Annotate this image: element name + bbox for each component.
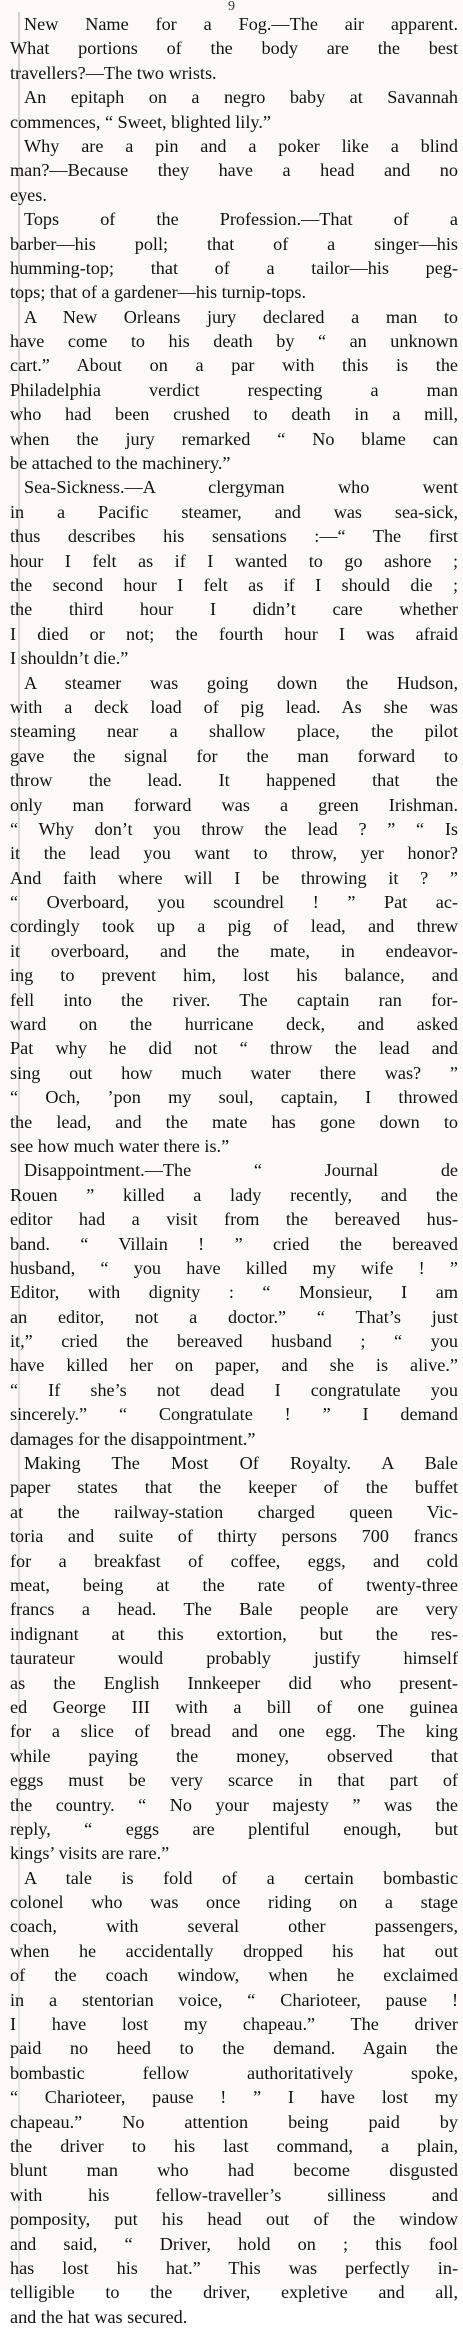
text-line: coach, with several other passengers, (10, 1916, 458, 1937)
text-line: ward on the hurricane deck, and asked (10, 1014, 458, 1035)
text-line: francs a head. The Bale people are very (10, 1599, 458, 1620)
text-line: telligible to the driver, expletive and all, (10, 2282, 458, 2303)
text-line: bombastic fellow authoritatively spoke, (10, 2062, 458, 2083)
text-line: Pat why he did not “ throw the lead and (10, 1038, 458, 1059)
text-line: of the coach window, when he exclaimed (10, 1965, 458, 1986)
paragraph (10, 85, 458, 134)
text-line: “ Charioteer, pause ! ” I have lost my (10, 2087, 458, 2108)
text-line: Making The Most Of Royalty. A Bale (24, 1453, 458, 1474)
text-line: an editor, not a doctor.” “ That’s just (10, 1306, 458, 1327)
text-line: blunt man who had become disgusted (10, 2160, 458, 2181)
text-line: has lost his hat.” This was perfectly in- (10, 2257, 458, 2278)
text-line: What portions of the body are the best (10, 38, 458, 59)
text-line: throw the lead. It happened that the (10, 770, 458, 791)
text-line: fell into the river. The captain ran for- (10, 989, 458, 1010)
text-line: ing to prevent him, lost his balance, and (10, 965, 458, 986)
text-line: steaming near a shallow place, the pilot (10, 721, 458, 742)
text-line: when the jury remarked “ No blame can (10, 428, 458, 449)
text-line: colonel who was once riding on a stage (10, 1892, 458, 1913)
text-line: “ If she’s not dead I congratulate you (10, 1379, 458, 1400)
paragraph (10, 475, 458, 670)
text-line: eggs must be very scarce in that part of (10, 1770, 458, 1791)
text-line: humming-top; that of a tailor—his peg- (10, 257, 458, 278)
text-line: “ Och, ’pon my soul, captain, I throwed (10, 1087, 458, 1108)
text-line: who had been crushed to death in a mill, (10, 404, 458, 425)
text-line: I died or not; the fourth hour I was afraid (10, 623, 458, 644)
text-line: reply, “ eggs are plentiful enough, but (10, 1818, 458, 1839)
text-line: New Name for a Fog.—The air apparent. (24, 14, 458, 34)
text-line: “ Overboard, you scoundrel ! ” Pat ac- (10, 892, 458, 913)
text-line: the third hour I didn’t care whether (10, 599, 458, 620)
text-line: while paying the money, observed that (10, 1745, 458, 1766)
text-line: Why are a pin and a poker like a blind (24, 135, 458, 156)
text-line: with his fellow-traveller’s silliness and (10, 2184, 458, 2205)
paragraph (10, 207, 458, 305)
text-line: damages for the disappointment.” (10, 1428, 256, 1449)
text-line: And faith where will I be throwing it ? ” (10, 867, 458, 888)
text-line: cordingly took up a pig of lead, and threw (10, 916, 458, 937)
text-line: thus describes his sensations :—“ The first (10, 526, 458, 547)
text-line: it the lead you want to throw, yer honor? (10, 843, 458, 864)
text-line: toria and suite of thirty persons 700 francs (10, 1526, 458, 1547)
paragraph (10, 671, 458, 1159)
text-line: gave the signal for the man forward to (10, 745, 458, 766)
text-line: and said, “ Driver, hold on ; this fool (10, 2233, 458, 2254)
text-line: Tops of the Profession.—That of a (24, 209, 458, 230)
text-line: the second hour I felt as if I should die ; (10, 574, 458, 595)
text-line: A tale is fold of a certain bombastic (24, 1867, 458, 1888)
text-line: be attached to the machinery.” (10, 453, 231, 474)
text-line: pomposity, put his head out of the window (10, 2209, 458, 2230)
text-line: taurateur would probably justify himself (10, 1648, 458, 1669)
text-line: it,” cried the bereaved husband ; “ you (10, 1331, 458, 1352)
text-line: and the hat was secured. (10, 2306, 188, 2327)
text-line: paid no heed to the demand. Again the (10, 2038, 458, 2059)
text-line: I have lost my chapeau.” The driver (10, 2014, 458, 2035)
text-line: Sea-Sickness.—A clergyman who went (24, 477, 458, 498)
text-line: only man forward was a green Irishman. (10, 794, 458, 815)
text-line: “ Why don’t you throw the lead ? ” “ Is (10, 818, 458, 839)
text-line: cart.” About on a par with this is the (10, 355, 458, 376)
text-line: chapeau.” No attention being paid by (10, 2111, 458, 2132)
text-line: I shouldn’t die.” (10, 648, 129, 669)
paragraph (10, 305, 458, 476)
text-line: husband, “ you have killed my wife ! ” (10, 1257, 458, 1278)
text-line: with a deck load of pig lead. As she was (10, 696, 458, 717)
text-line: A steamer was going down the Hudson, (24, 672, 458, 693)
text-line: commences, “ Sweet, blighted lily.” (10, 111, 271, 132)
text-line: see how much water there is.” (10, 1135, 230, 1156)
text-column (10, 12, 458, 2329)
text-line: in a stentorian voice, “ Charioteer, pause ! (10, 1989, 458, 2010)
text-line: as the English Innkeeper did who present- (10, 1672, 458, 1693)
text-line: for a slice of bread and one egg. The king (10, 1721, 458, 1742)
text-line: in a Pacific steamer, and was sea-sick, (10, 501, 458, 522)
text-line: Editor, with dignity : “ Monsieur, I am (10, 1282, 458, 1303)
text-line: the lead, and the mate has gone down to (10, 1111, 458, 1132)
text-line: when he accidentally dropped his hat out (10, 1940, 458, 1961)
text-line: An epitaph on a negro baby at Savannah (24, 87, 458, 108)
text-line: man?—Because they have a head and no (10, 160, 458, 181)
text-line: editor had a visit from the bereaved hus- (10, 1209, 458, 1230)
text-line: A New Orleans jury declared a man to (24, 306, 458, 327)
text-line: the country. “ No your majesty ” was the (10, 1794, 458, 1815)
text-line: indignant at this extortion, but the res- (10, 1623, 458, 1644)
text-line: meat, being at the rate of twenty-three (10, 1575, 458, 1595)
text-line: ed George III with a bill of one guinea (10, 1696, 458, 1717)
paragraph (10, 12, 458, 85)
paragraph (10, 1158, 458, 1451)
text-line: Disappointment.—The “ Journal de (24, 1160, 458, 1181)
paragraph (10, 1866, 458, 2329)
text-line: Philadelphia verdict respecting a man (10, 379, 458, 400)
text-line: at the railway-station charged queen Vic- (10, 1501, 458, 1522)
text-line: tops; that of a gardener—his turnip-tops. (10, 282, 306, 303)
text-line: eyes. (10, 184, 47, 205)
text-line: have come to his death by “ an unknown (10, 331, 458, 352)
text-line: band. “ Villain ! ” cried the bereaved (10, 1233, 458, 1254)
text-line: have killed her on paper, and she is alive.” (10, 1355, 458, 1376)
paragraph (10, 1451, 458, 1866)
text-line: kings’ visits are rare.” (10, 1843, 170, 1864)
text-line: sing out how much water there was? ” (10, 1062, 458, 1083)
text-line: the driver to his last command, a plain, (10, 2135, 458, 2156)
page-folio: 9 (228, 0, 235, 14)
paragraph (10, 134, 458, 207)
text-line: for a breakfast of coffee, eggs, and cold (10, 1550, 458, 1571)
text-line: barber—his poll; that of a singer—his (10, 233, 458, 254)
text-line: sincerely.” “ Congratulate ! ” I demand (10, 1404, 458, 1425)
text-line: travellers?—The two wrists. (10, 62, 217, 83)
text-line: Rouen ” killed a lady recently, and the (10, 1184, 458, 1205)
text-line: hour I felt as if I wanted to go ashore ; (10, 550, 458, 571)
text-line: paper states that the keeper of the buffet (10, 1477, 458, 1498)
text-line: it overboard, and the mate, in endeavor- (10, 940, 458, 961)
